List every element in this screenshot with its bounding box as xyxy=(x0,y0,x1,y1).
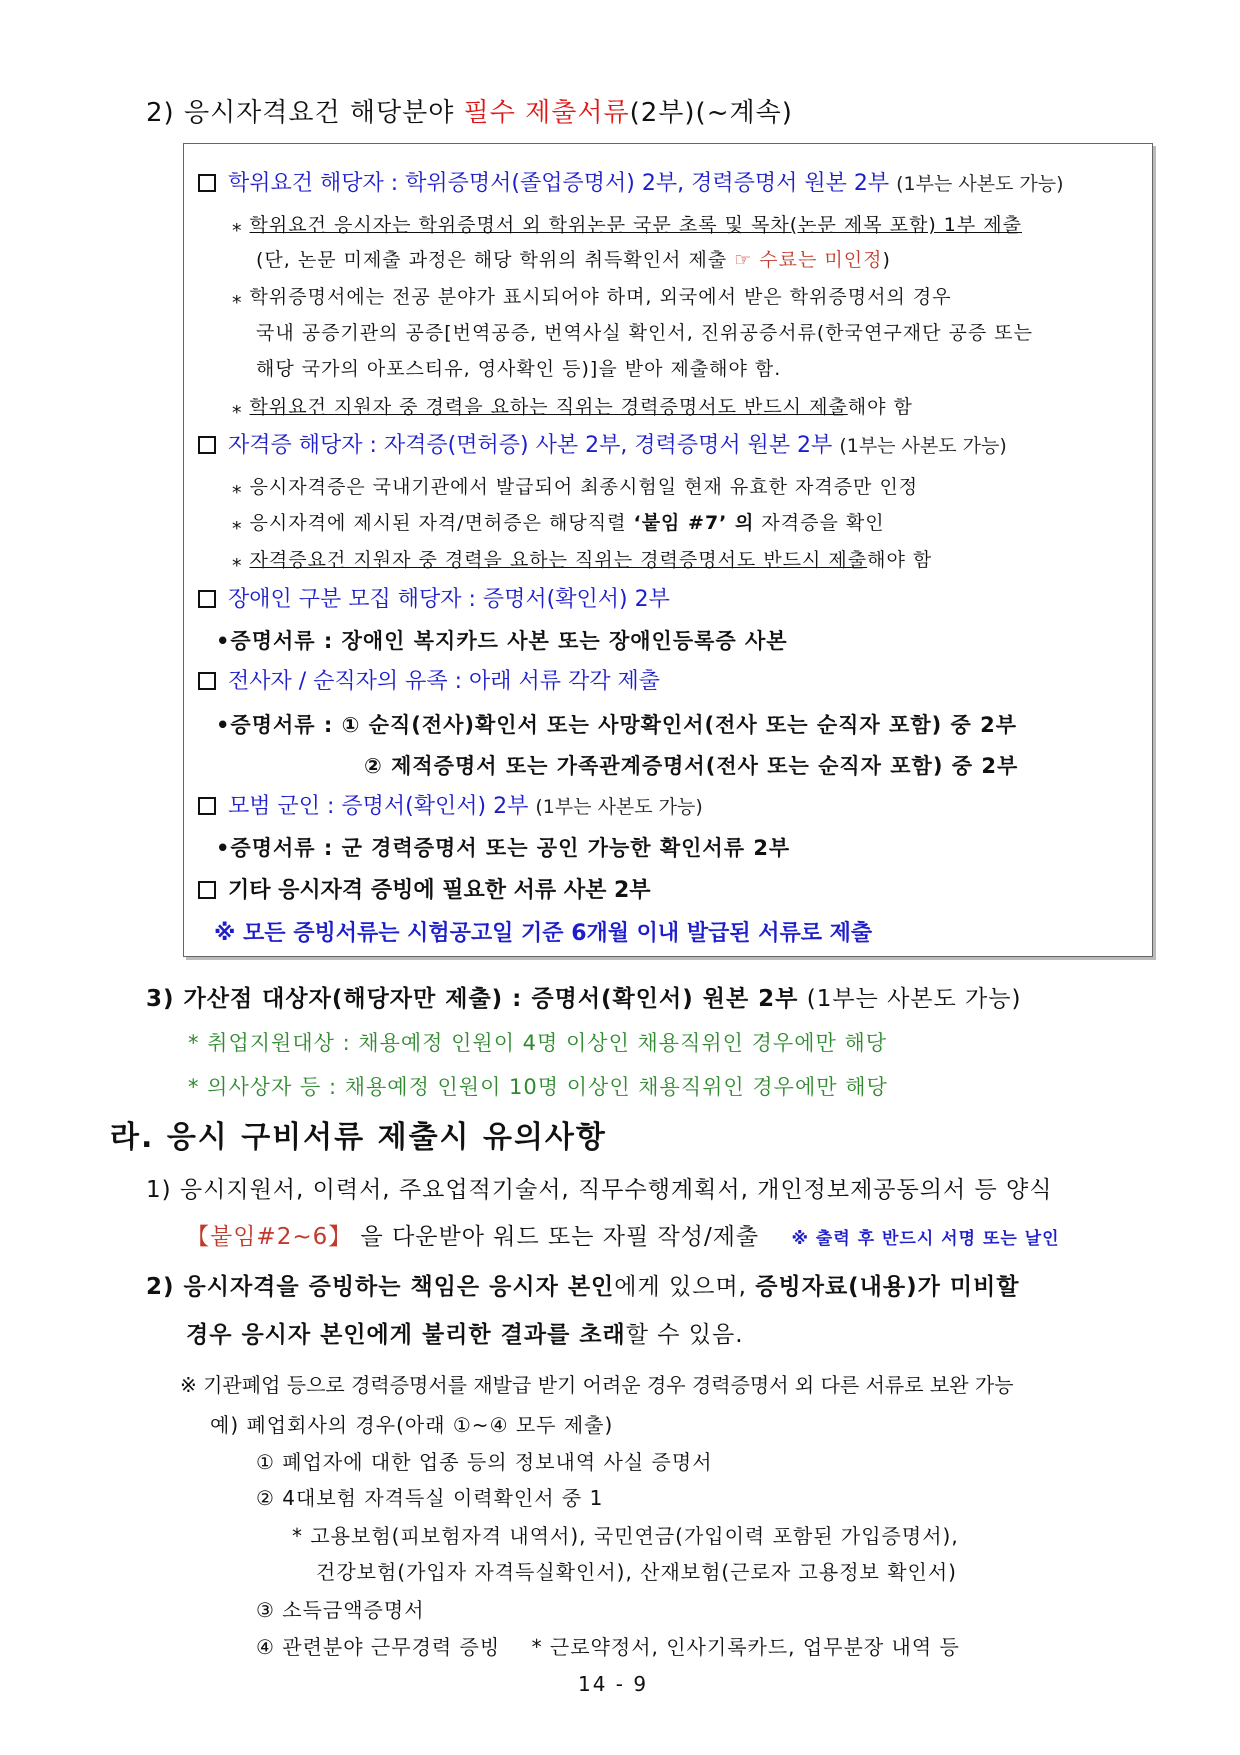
license-note-3 xyxy=(232,545,932,572)
soldier-head-text: 모범 군인 : 증명서(확인서) 2부 xyxy=(228,794,529,819)
degree-note-2b: 국내 공증기관의 공증[번역공증, 번역사실 확인서, 진위공증서류(한국연구재단 공증 또는 xyxy=(256,322,1033,344)
veteran-doc-2: ② 제적증명서 또는 가족관계증명서(전사 또는 순직자 포함) 중 2부 xyxy=(364,754,1019,778)
license-note-3-underlined: 자격증요건 지원자 중 경력을 요하는 직위는 경력증명서도 반드시 제출 xyxy=(249,549,868,571)
asterisk-icon: ⁎ xyxy=(232,549,250,571)
sign-note: ※ 출력 후 반드시 서명 또는 날인 xyxy=(791,1229,1060,1249)
ra-item-2a xyxy=(146,1268,1020,1301)
bonus-note-2: * 의사상자 등 : 채용예정 인원이 10명 이상인 채용직위인 경우에만 해당 xyxy=(188,1075,888,1099)
section-2-suffix: (2부)(~계속) xyxy=(629,98,793,128)
degree-note-1 xyxy=(232,210,1022,237)
degree-note-1b-pre: (단, 논문 미제출 과정은 해당 학위의 취득확인서 제출 xyxy=(256,249,735,271)
ra-item-2b xyxy=(186,1316,744,1349)
closure-item-2b: 건강보험(가입자 자격득실확인서), 산재보험(근로자 고용정보 확인서) xyxy=(316,1560,957,1584)
closure-item-1: ① 폐업자에 대한 업종 등의 정보내역 사실 증명서 xyxy=(256,1450,713,1474)
closure-item-3: ③ 소득금액증명서 xyxy=(256,1598,425,1622)
ra-item-1b xyxy=(186,1218,1060,1251)
closure-item-4-text: ④ 관련분야 근무경력 증빙 xyxy=(256,1635,501,1659)
license-note-2-post: 자격증을 확인 xyxy=(754,512,885,534)
license-note-2-pre: 응시자격에 제시된 자격/면허증은 해당직렬 xyxy=(249,512,634,534)
asterisk-icon: ⁎ xyxy=(232,512,250,534)
degree-note-1b-red: ☞ 수료는 미인정 xyxy=(734,249,883,271)
asterisk-icon: ⁎ xyxy=(232,286,250,308)
ra-item-2b-end: 할 수 있음. xyxy=(625,1322,744,1348)
disabled-head-text: 장애인 구분 모집 해당자 : 증명서(확인서) 2부 xyxy=(228,587,670,612)
disabled-doc: •증명서류 : 장애인 복지카드 사본 또는 장애인등록증 사본 xyxy=(216,629,788,653)
section-3-paren: (1부는 사본도 가능) xyxy=(806,986,1022,1012)
degree-note-2 xyxy=(232,282,952,309)
closure-example: 예) 폐업회사의 경우(아래 ①~④ 모두 제출) xyxy=(210,1413,614,1437)
veteran-head-text: 전사자 / 순직자의 유족 : 아래 서류 각각 제출 xyxy=(228,669,661,694)
section-ra-title: 라. 응시 구비서류 제출시 유의사항 xyxy=(110,1120,607,1155)
asterisk-icon: ⁎ xyxy=(232,476,250,498)
license-note-1 xyxy=(232,472,918,499)
degree-note-3 xyxy=(232,392,913,419)
degree-note-3-end: 해야 함 xyxy=(847,396,913,418)
soldier-heading xyxy=(198,789,703,820)
soldier-doc: •증명서류 : 군 경력증명서 또는 공인 가능한 확인서류 2부 xyxy=(216,836,791,860)
ra-item-2b-bold: 경우 응시자 본인에게 불리한 결과를 초래 xyxy=(186,1322,626,1348)
veteran-doc-1: •증명서류 : ① 순직(전사)확인서 또는 사망확인서(전사 또는 순직자 포함) 중 2부 xyxy=(216,713,1018,737)
ra-item-2a-bold2: 증빙자료(내용)가 미비할 xyxy=(755,1274,1020,1300)
license-paren: (1부는 사본도 가능) xyxy=(839,435,1007,457)
bonus-note-1: * 취업지원대상 : 채용예정 인원이 4명 이상인 채용직위인 경우에만 해당 xyxy=(188,1031,888,1055)
license-note-2-bold: ‘붙임 #7’ 의 xyxy=(633,512,755,534)
six-month-notice: ※ 모든 증빙서류는 시험공고일 기준 6개월 이내 발급된 서류로 제출 xyxy=(214,921,873,946)
ra-item-1a: 1) 응시지원서, 이력서, 주요업적기술서, 직무수행계획서, 개인정보제공동의서 등 양식 xyxy=(146,1177,1053,1203)
degree-paren: (1부는 사본도 가능) xyxy=(896,173,1064,195)
checkbox-icon xyxy=(198,881,216,899)
closure-item-2a: * 고용보험(피보험자격 내역서), 국민연금(가입이력 포함된 가입증명서), xyxy=(292,1524,959,1548)
other-heading xyxy=(198,873,651,904)
license-note-1-text: 응시자격증은 국내기관에서 발급되어 최종시험일 현재 유효한 자격증만 인정 xyxy=(249,476,919,498)
checkbox-icon xyxy=(198,174,216,192)
veteran-heading xyxy=(198,664,660,695)
closure-item-2: ② 4대보험 자격득실 이력확인서 중 1 xyxy=(256,1486,604,1510)
ra-item-1b-text: 을 다운받아 워드 또는 자필 작성/제출 xyxy=(352,1224,760,1250)
section-3-heading xyxy=(146,980,1021,1013)
disabled-heading xyxy=(198,582,670,613)
asterisk-icon: ⁎ xyxy=(232,214,250,236)
section-2-heading xyxy=(146,92,793,129)
checkbox-icon xyxy=(198,590,216,608)
license-head-text: 자격증 해당자 : 자격증(면허증) 사본 2부, 경력증명서 원본 2부 xyxy=(228,433,833,458)
section-2-prefix: 2) 응시자격요건 해당분야 xyxy=(146,98,464,128)
soldier-paren: (1부는 사본도 가능) xyxy=(535,796,703,818)
closure-note: ※ 기관폐업 등으로 경력증명서를 재발급 받기 어려운 경우 경력증명서 외 다른 서류로 보완 가능 xyxy=(180,1373,1014,1397)
ra-item-2a-mid: 에게 있으며, xyxy=(614,1274,756,1300)
checkbox-icon xyxy=(198,797,216,815)
degree-note-1-text: 학위요건 응시자는 학위증명서 외 학위논문 국문 초록 및 목차(논문 제목 포함) 1부 제출 xyxy=(249,214,1022,236)
degree-note-3-underlined: 학위요건 지원자 중 경력을 요하는 직위는 경력증명서도 반드시 제출 xyxy=(249,396,848,418)
degree-note-1b-post: ) xyxy=(882,249,891,271)
license-note-3-end: 해야 함 xyxy=(867,549,933,571)
closure-item-4 xyxy=(256,1631,960,1660)
degree-note-2a: 학위증명서에는 전공 분야가 표시되어야 하며, 외국에서 받은 학위증명서의 경우 xyxy=(249,286,952,308)
degree-note-1b xyxy=(256,245,891,272)
degree-head-text: 학위요건 해당자 : 학위증명서(졸업증명서) 2부, 경력증명서 원본 2부 xyxy=(228,171,890,196)
license-note-2 xyxy=(232,508,885,535)
checkbox-icon xyxy=(198,672,216,690)
license-heading xyxy=(198,428,1007,459)
section-2-required: 필수 제출서류 xyxy=(463,98,630,128)
section-3-head-text: 3) 가산점 대상자(해당자만 제출) : 증명서(확인서) 원본 2부 xyxy=(146,986,799,1012)
ra-item-2a-bold: 2) 응시자격을 증빙하는 책임은 응시자 본인 xyxy=(146,1274,615,1300)
closure-item-4-note: * 근로약정서, 인사기록카드, 업무분장 내역 등 xyxy=(531,1635,960,1659)
checkbox-icon xyxy=(198,436,216,454)
other-head-text: 기타 응시자격 증빙에 필요한 서류 사본 2부 xyxy=(228,878,651,903)
attachment-ref: 【붙임#2~6】 xyxy=(186,1224,353,1250)
degree-note-2c: 해당 국가의 아포스티유, 영사확인 등)]을 받아 제출해야 함. xyxy=(256,358,782,380)
page-number: 14 - 9 xyxy=(578,1672,649,1696)
degree-heading xyxy=(198,166,1064,197)
asterisk-icon: ⁎ xyxy=(232,396,250,418)
